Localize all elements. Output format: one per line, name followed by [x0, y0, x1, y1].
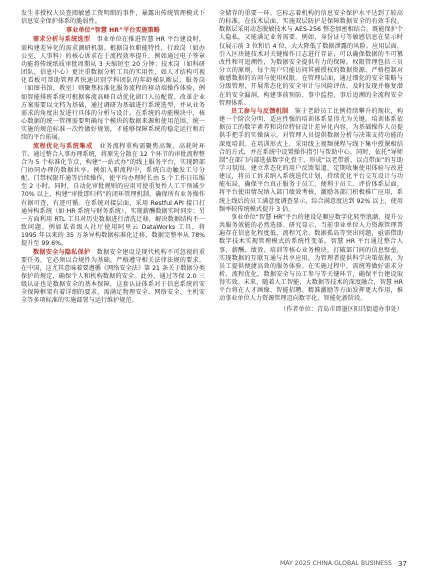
- paragraph-process-optimization: [21, 143, 205, 249]
- paragraph-body: 业务流程重构需聚焦高频、高耗时环节。通过整合人事办理系统，将原先分散在 12 个环节的审批流程整合为 5 个标准化节点，构建“一站式办”的线上服务平台，实现跨部门协同办理的数据共享。例如入职流程中，系统自动触发工号分配、门禁权限开通等后续操作，使平均办理时长由 5 个工作日压缩至 2 小时。同时，自动化审批规则的应用可使重复性人工干预减少 70% 以上，构建“审批即归档”的闭环管理机制，确保所有业务操作有据可查、有迹可循。在系统对接层面，采用 Restful API 接口打通异构系统（如 HR 系统与财务系统），实现薪酬数据实时同步；另一方面利用 RTL 工具对历史数据进行清洗迁移，解决数据结构不一致问题。例如某省级人社厅使用阿里云 DataWorks 工具，将 1995 年以来的 35 万条异构数据标准化迁移，数据完整率从 78% 提升至 99.6%。: [21, 142, 205, 248]
- section-heading: 事业单位“智慧 HR”平台实施策略: [66, 27, 160, 35]
- paragraph-body: 事业单位在推进智慧 HR 平台建设时，需构建差异化的需求调研机制。根据岗位职能特性，行政岗（如办公室、人事科）的核心诉求在于流程效率提升，例如通过电子签章功能将传统纸质审批周期从 3 天缩短至 20 分钟；技术岗（如科研团队、信息中心）更注重数据分析工具的实用性，如人才结构可视化看板可帮助管理者快速识别学科团队的年龄梯队断层；服务岗（如图书馆、教室）则聚焦标准化服务流程的移动端操作体验，例如智能排班系统可根据客流高峰自动优化窗口人员配置。改革企业方案需要以文档为基础，通过调研为基础进行系统选型，并从业务需求的角度出发进行具体的分析与设计。在系统的功能模块中，核心数据的统一管理需要明确每个模块的数据来源和使用范围，统一实施的规范标准一次性做好规划，才能够保障系统的稳定运行和后续的平台拓展。: [21, 36, 205, 142]
- page-footer: [280, 559, 407, 568]
- paragraph-body: 鉴于老龄员工比例持续攀升的现状，构建一个阶次分明、适应性强的培训体系显得尤为关键。培训体系依据员工的数字素养和岗位特征设计差异化内容，为基础操作人员提供手把手的实操演示，对管理人员提供数据分析与决策支持功能的深度培训。在培训形式上，采用线上视频课程与线下集中授课相结合的方式，并在系统中设置操作指引与帮助中心。同时，依托“导师制”在部门内部选拔数字化骨干，形成“以老带新、以点带面”的互助学习氛围。建立常态化的用户反馈渠道，定期收集使用体验与改进建议，将员工诉求纳入系统迭代计划，持续优化平台交互设计与功能布局，确保平台真正服务于员工、便利于员工。评价体系层面，将平台使用情况纳入部门绩效考核，激励各部门积极推广应用，系统上线后的员工满意度调查显示，综合满意度达到 92% 以上，使用频率较传统模式提升 3 倍。: [219, 107, 403, 213]
- continued-paragraph: 全储存的重要一环。它标志着机构的信息安全保护水平达到了较高的标准。在技术层面，实施双层防护是保障数据安全的有效手段。数据层采用动态脱敏技术与 AES-256 整态加密相结合，既能保护个人隐私，又能满足业务需要。例如，身份证号等敏感信息在显示时仅展示前 3 位和后 4 位，大大降低了数据泄露的风险。应用层面，引入区块链技术对关键操作日志进行存证，可以确保数据的不可篡改性和可追溯性，为数据安全提供有力的保障。权限管理包括三员分立的原则，每个用户只能访问其被授权的数据资源，严格控制对敏感数据的访问与使用权限。在管理层面，通过细化的安全策略与分级管理，开展常态化的安全审计与风险评估，及时发现并修复潜在的安全漏洞，构建事前预防、事中监控、事后追溯的全流程安全管理体系。: [219, 10, 403, 107]
- paragraph-employee-participation: [219, 108, 403, 214]
- page-number: 37: [397, 559, 407, 568]
- run-in-heading: 需求分析与系统选型: [33, 36, 91, 44]
- intro-paragraph: 发生非授权人员查阅敏感工资明细的事件，暴露出传统管理模式下信息安全保护体系的脆弱性。: [21, 10, 205, 26]
- right-column: [219, 10, 403, 314]
- paragraph-body: 数据安全建设是现代机构不可忽视的重要任务，它必须以合规性为基础，严格遵守相关法律法规的要求。在中国，这尤其意味着要遵循《网络安全法》第 21 条关于数据分类保护的规定，确保个人和机构数据的安全。此外，通过等保 2.0 三级认证也是数据安全的基本保障，这套认证体系对于信息系统的安全保障框架有着详细的要求，需满足物理安全、网络安全、主机安全等多项标准的实施部署与运行维护规范。: [21, 248, 205, 305]
- conclusion-paragraph: 事业单位“智慧 HR”平台的建设是顺应数字化转型浪潮、提升公共服务效能的必然选择。研究显示，当前事业单位人力资源管理普遍存在信息化程度低、流程冗余、数据孤岛等突出问题，亟需借助数字技术实现管理模式的系统性变革。智慧 HR 平台通过整合人事、薪酬、绩效、培训等核心业务模块，打破部门间的信息壁垒，实现数据的互联互通与共享应用，为管理者提供科学决策依据，为员工提供便捷高效的服务体验。在实施过程中，需统筹做好需求分析、流程优化、数据安全与员工参与等关键环节，确保平台建设取得实效。未来，随着人工智能、大数据等技术的深度融合，智慧 HR 平台将在人才画像、智能招聘、精准激励等方面发挥更大作用，推动事业单位人力资源管理迈向数字化、智能化新阶段。: [219, 213, 403, 303]
- run-in-heading: 数据安全与隐私保护: [33, 248, 91, 256]
- issue-label: MAY 2025 CHINA GLOBAL BUSINESS: [279, 560, 392, 567]
- left-column: [21, 10, 205, 306]
- author-affiliation: （作者单位：青岛市即墨区阳昌街道办事处）: [280, 305, 403, 313]
- run-in-heading: 员工参与与反馈机制: [231, 107, 289, 115]
- paragraph-needs-analysis: [21, 36, 205, 142]
- run-in-heading: 流程优化与系统集成: [33, 142, 93, 150]
- paragraph-data-security: [21, 249, 205, 306]
